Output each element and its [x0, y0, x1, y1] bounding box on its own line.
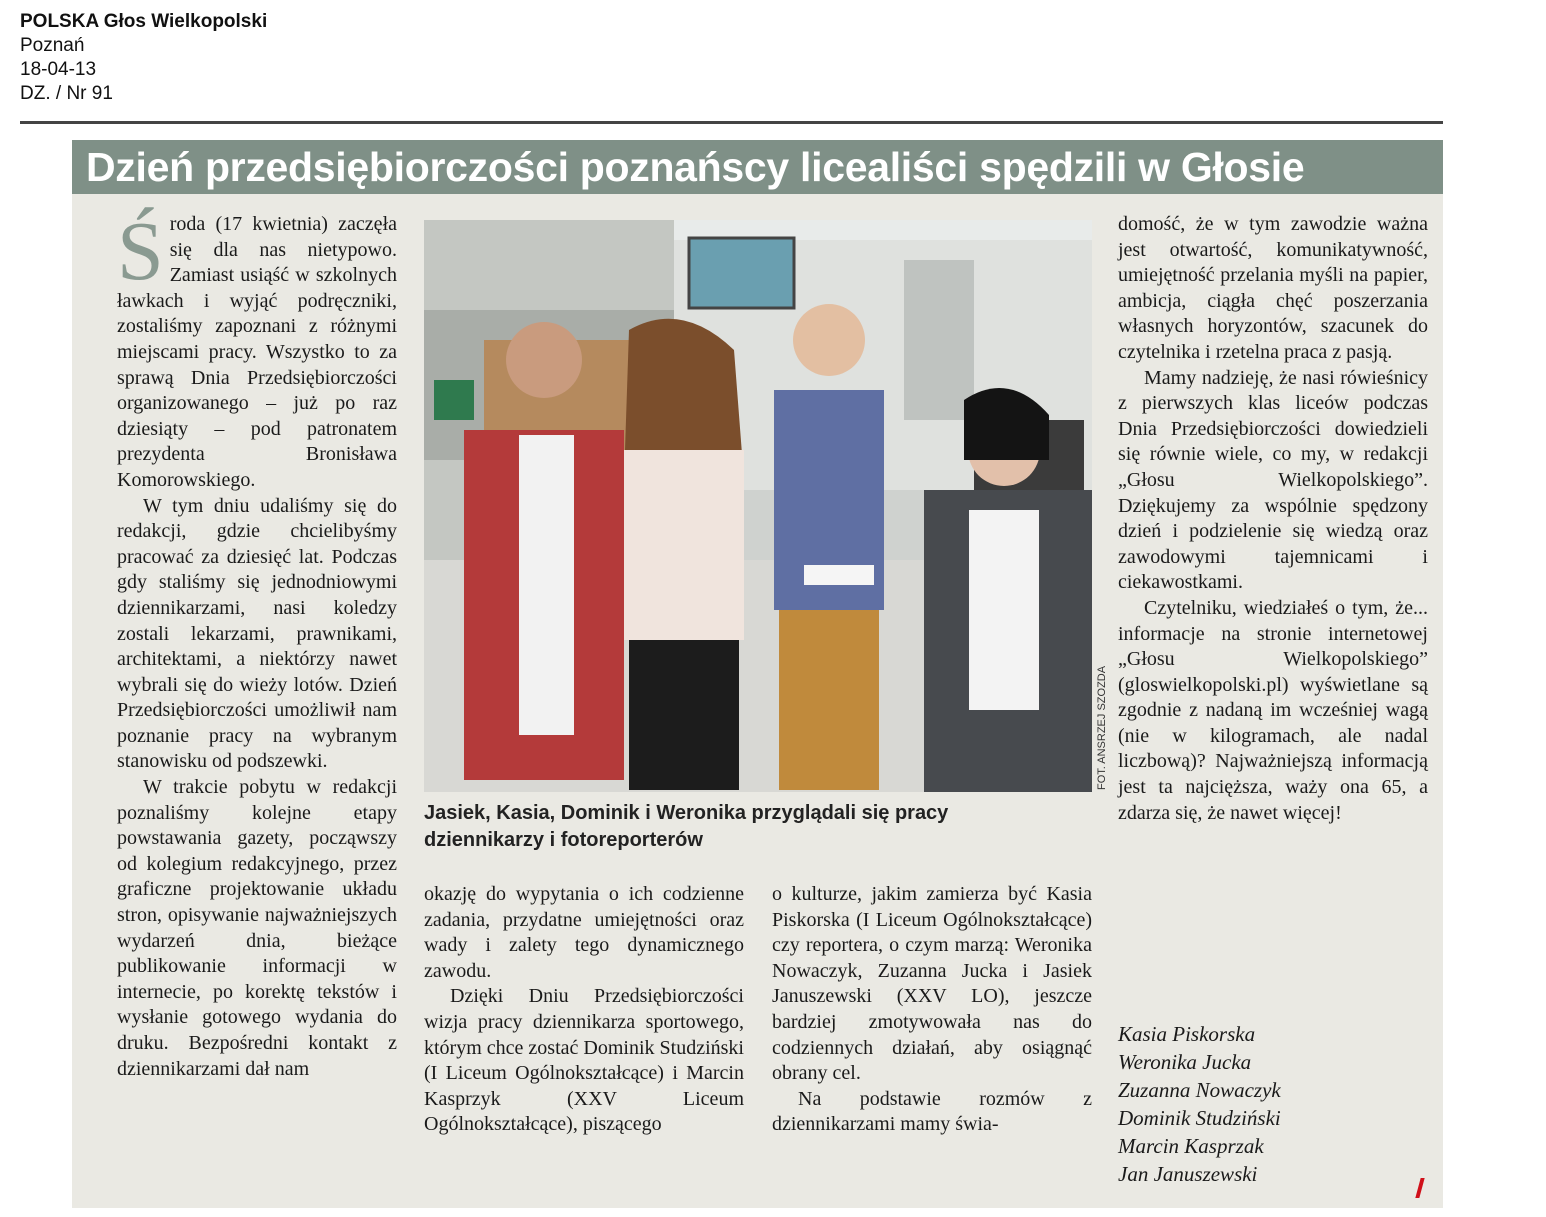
- paragraph: Dzięki Dniu Przedsiębiorczości wizja pracy dziennikarza sportowego, którym chce zostać Dominik Studziński (I Liceum Ogólnokształcące) i Marcin Kasprzyk (XXV Liceum Ogólnokształcące), piszącego: [424, 985, 744, 1136]
- paragraph: Na podstawie rozmów z dziennikarzami mamy świa-: [772, 1087, 1092, 1136]
- header-divider: [20, 121, 1443, 124]
- author-name: Weronika Jucka: [1118, 1050, 1252, 1074]
- author-name: Marcin Kasprzak: [1118, 1134, 1264, 1158]
- article-column-4: [1118, 212, 1428, 826]
- headline-bar: [72, 140, 1443, 194]
- publication-city: Poznań: [20, 35, 85, 56]
- paragraph: Czytelniku, wiedziałeś o tym, że... informacje na stronie internetowej „Głosu Wielkopolskiego” (gloswielkopolski.pl) wyświetlane są zgodnie z nadaną im wcześniej wagą (nie w kilogramach, ale nadal liczbową)? Najważniejszą informacją jest ta najcięższa, waży ona 65, a zdarza się, że nawet więcej!: [1118, 596, 1428, 824]
- article-photo: [424, 220, 1092, 792]
- article-column-1: [117, 205, 397, 1082]
- author-name: Kasia Piskorska: [1118, 1022, 1256, 1046]
- author-name: Dominik Studziński: [1118, 1106, 1281, 1130]
- photo-caption: Jasiek, Kasia, Dominik i Weronika przyglądali się pracy dziennikarzy i fotoreporterów: [424, 802, 949, 851]
- article-column-3: [772, 882, 1092, 1138]
- article-column-2: [424, 882, 744, 1138]
- person-2: [624, 319, 744, 790]
- publication-date: 18-04-13: [20, 59, 97, 80]
- article: [72, 140, 1443, 1208]
- publication-issue: DZ. / Nr 91: [20, 83, 113, 104]
- paragraph: Mamy nadzieję, że nasi rówieśnicy z pierwszych klas liceów podczas Dnia Przedsiębiorczości dowiedzieli się równie wiele, co my, w redakcji „Głosu Wielkopolskiego”. Dziękujemy za wspólnie spędzony dzień i podzielenie się wiedzą oraz zawodowymi tajemnicami i ciekawostkami.: [1118, 366, 1428, 594]
- paragraph: o kulturze, jakim zamierza być Kasia Piskorska (I Liceum Ogólnokształcące) czy reportera, o czym marzą: Weronika Nowaczyk, Zuzanna Jucka i Jasiek Januszewski (XXV LO), jeszcze bardziej zmotywowała nas do codziennych działań, aby osiągnąć obrany cel.: [772, 883, 1092, 1085]
- paragraph: W tym dniu udaliśmy się do redakcji, gdzie chcielibyśmy pracować za dziesięć lat. Podczas gdy staliśmy się jednodniowymi dziennikarzami, nasi koledzy zostali lekarzami, prawnikami, architektami, a niektórzy nawet wybrali się do wieży lotów. Dzień Przedsiębiorczości umożliwił nam poznanie pracy na wybranym stanowisku od podszewki.: [117, 494, 397, 773]
- paragraph: domość, że w tym zawodzie ważna jest otwartość, komunikatywność, umiejętność przelania myśli na papier, ambicja, ciągła chęć poszerzania własnych horyzontów, szacunek do czytelnika i rzetelna praca z pasją.: [1118, 213, 1428, 363]
- photo-credit: FOT. ANSRZEJ SZOZDA: [1096, 665, 1108, 790]
- paragraph: W trakcie pobytu w redakcji poznaliśmy kolejne etapy powstawania gazety, począwszy od kolegium redakcyjnego, przez graficzne projektowanie układu stron, opisywanie najważniejszych wydarzeń dnia, bieżące publikowanie informacji w internecie, po korektę tekstów i wysłanie gotowego wydania do druku. Bezpośredni kontakt z dziennikarzami dał nam: [117, 776, 397, 1080]
- publication-meta: [20, 10, 267, 106]
- author-name: Jan Januszewski: [1118, 1162, 1258, 1186]
- paragraph: okazję do wypytania o ich codzienne zadania, przydatne umiejętności oraz wady i zalety tego dynamicznego zawodu.: [424, 883, 744, 982]
- headline: Dzień przedsiębiorczości poznańscy licealiści spędzili w Głosie: [86, 144, 1305, 190]
- author-name: Zuzanna Nowaczyk: [1118, 1078, 1281, 1102]
- paragraph: roda (17 kwietnia) zaczęła się dla nas nietypowo. Zamiast usiąść w szkolnych ławkach i wyjąć podręczniki, zostaliśmy zapoznani z różnymi miejscami pracy. Wszystko to za sprawą Dnia Przedsiębiorczości organizowanego – już po raz dziesiąty – pod patronatem prezydenta Bronisława Komorowskiego.: [117, 213, 397, 491]
- author-signatures: [1118, 1020, 1418, 1188]
- dropcap: Ś: [117, 205, 164, 298]
- publication-name: POLSKA Głos Wielkopolski: [20, 11, 268, 32]
- photo-illustration: [424, 220, 1092, 792]
